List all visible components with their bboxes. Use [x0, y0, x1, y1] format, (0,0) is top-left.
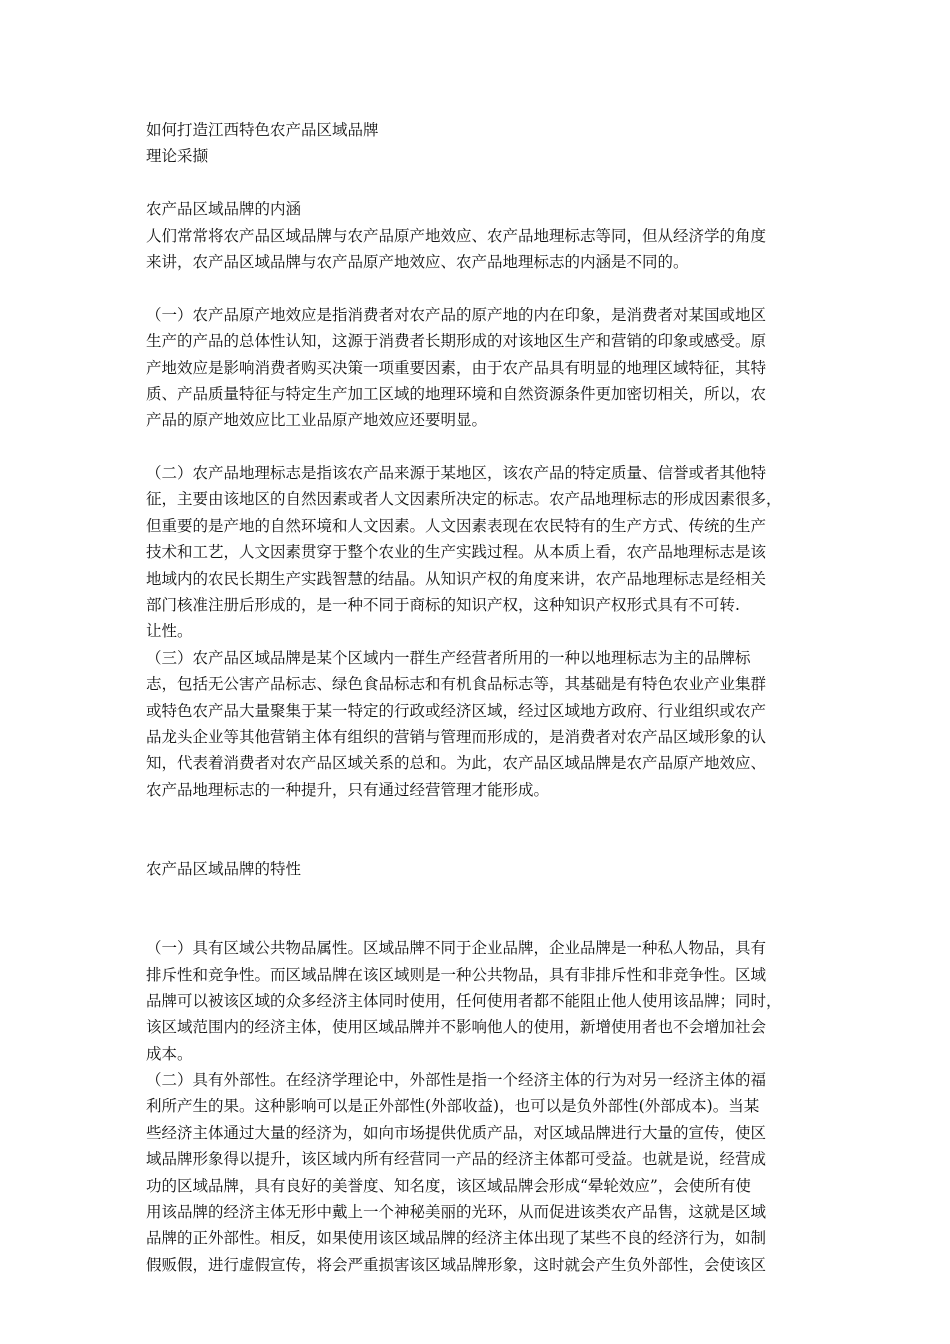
text-line: 技术和工艺，人文因素贯穿于整个农业的生产实践过程。从本质上看，农产品地理标志是该 — [146, 543, 767, 562]
paragraph-externality — [146, 1067, 810, 1278]
text-line: 排斥性和竞争性。而区域品牌在该区域则是一种公共物品，具有非排斥性和非竞争性。区域 — [146, 965, 767, 984]
text-line: 或特色农产品大量聚集于某一特定的行政或经济区域，经过区域地方政府、行业组织或农产 — [146, 701, 767, 720]
text-line: 品龙头企业等其他营销主体有组织的营销与管理而形成的，是消费者对农产品区域形象的认 — [146, 727, 767, 746]
document-subtitle: 理论采撷 — [146, 147, 209, 166]
spacer — [146, 275, 810, 301]
text-line: 来讲，农产品区域品牌与农产品原产地效应、农产品地理标志的内涵是不同的。 — [146, 252, 689, 271]
text-line: 部门核准注册后形成的，是一种不同于商标的知识产权，这种知识产权形式具有不可转. — [146, 596, 740, 615]
text-line: 功的区域品牌，具有良好的美誉度、知名度，该区域品牌会形成“晕轮效应”，会使所有使 — [146, 1176, 751, 1195]
text-line: 假贩假，进行虚假宣传，将会严重损害该区域品牌形象，这时就会产生负外部性，会使该区 — [146, 1255, 767, 1274]
text-line: 产品的原产地效应比工业品原产地效应还要明显。 — [146, 411, 488, 430]
text-line: 品牌可以被该区域的众多经济主体同时使用，任何使用者都不能阻止他人使用该品牌；同时， — [146, 991, 782, 1010]
text-line: （一）具有区域公共物品属性。区域品牌不同于企业品牌，企业品牌是一种私人物品，具有 — [146, 939, 767, 958]
text-line: 农产品地理标志的一种提升，只有通过经营管理才能形成。 — [146, 780, 550, 799]
text-line: 志，包括无公害产品标志、绿色食品标志和有机食品标志等，其基础是有特色农业产业集群 — [146, 675, 767, 694]
text-line: 但重要的是产地的自然环境和人文因素。人文因素表现在农民特有的生产方式、传统的生产 — [146, 516, 767, 535]
paragraph-public-goods — [146, 935, 810, 1067]
document-title: 如何打造江西特色农产品区域品牌 — [146, 121, 379, 139]
text-line: 用该品牌的经济主体无形中戴上一个神秘美丽的光环，从而促进该类农产品售，这就是区域 — [146, 1203, 767, 1222]
text-line: 些经济主体通过大量的经济为，如向市场提供优质产品，对区域品牌进行大量的宣传，使区 — [146, 1123, 767, 1142]
paragraph-geographical-indication — [146, 460, 810, 645]
text-line: （三）农产品区域品牌是某个区域内一群生产经营者所用的一种以地理标志为主的品牌标 — [146, 648, 751, 667]
text-line: 品牌的正外部性。相反，如果使用该区域品牌的经济主体出现了某些不良的经济行为，如制 — [146, 1229, 767, 1248]
text-line: 该区域范围内的经济主体，使用区域品牌并不影响他人的使用，新增使用者也不会增加社会 — [146, 1018, 767, 1037]
section-heading-characteristics: 农产品区域品牌的特性 — [146, 859, 302, 878]
text-line: 质、产品质量特征与特定生产加工区域的地理环境和自然资源条件更加密切相关，所以，农 — [146, 384, 767, 403]
spacer — [146, 434, 810, 460]
text-line: （一）农产品原产地效应是指消费者对农产品的原产地的内在印象，是消费者对某国或地区 — [146, 305, 767, 324]
text-line: 人们常常将农产品区域品牌与农产品原产地效应、农产品地理标志等同，但从经济学的角度 — [146, 226, 767, 245]
paragraph-regional-brand — [146, 645, 810, 803]
paragraph-origin-effect — [146, 302, 810, 434]
text-line: 域品牌形象得以提升，该区域内所有经营同一产品的经济主体都可受益。也就是说，经营成 — [146, 1150, 767, 1169]
text-line: 地域内的农民长期生产实践智慧的结晶。从知识产权的角度来讲，农产品地理标志是经相关 — [146, 569, 767, 588]
text-line: 知，代表着消费者对农产品区域关系的总和。为此，农产品区域品牌是农产品原产地效应、 — [146, 754, 767, 773]
text-line: 成本。 — [146, 1044, 193, 1063]
text-line: 生产的产品的总体性认知，这源于消费者长期形成的对该地区生产和营销的印象或感受。原 — [146, 332, 767, 351]
section-heading-connotation: 农产品区域品牌的内涵 — [146, 200, 302, 219]
spacer — [146, 882, 810, 935]
text-line: 利所产生的果。这种影响可以是正外部性(外部收益)，也可以是负外部性(外部成本)。当某 — [146, 1097, 760, 1116]
document-body — [146, 117, 810, 1278]
spacer — [146, 803, 810, 856]
text-line: 让性。 — [146, 622, 193, 641]
text-line: （二）农产品地理标志是指该农产品来源于某地区，该农产品的特定质量、信誉或者其他特 — [146, 464, 767, 483]
paragraph-intro — [146, 223, 810, 276]
text-line: 征，主要由该地区的自然因素或者人文因素所决定的标志。农产品地理标志的形成因素很多， — [146, 490, 782, 509]
spacer — [146, 170, 810, 196]
text-line: （二）具有外部性。在经济学理论中，外部性是指一个经济主体的行为对另一经济主体的福 — [146, 1071, 767, 1090]
text-line: 产地效应是影响消费者购买决策一项重要因素，由于农产品具有明显的地理区域特征，其特 — [146, 358, 767, 377]
